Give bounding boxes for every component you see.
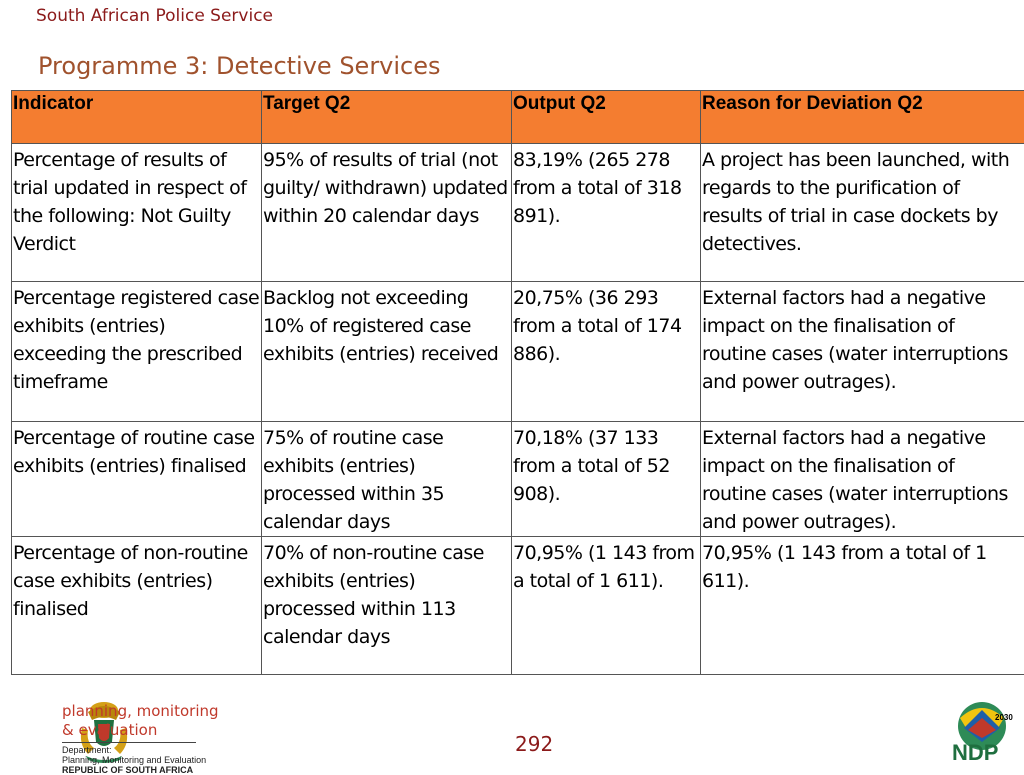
cell-output: 20,75% (36 293 from a total of 174 886).	[512, 282, 701, 422]
header-target: Target Q2	[262, 91, 512, 144]
header-output: Output Q2	[512, 91, 701, 144]
dpme-title	[62, 702, 219, 740]
ndp-year: 2030	[995, 713, 1013, 722]
table-row	[12, 282, 1024, 422]
cell-target: Backlog not exceeding 10% of registered case exhibits (entries) received	[262, 282, 512, 422]
dpme-title-line2: & evaluation	[62, 721, 219, 740]
detective-services-table	[11, 90, 1024, 675]
organization-name: South African Police Service	[36, 6, 273, 26]
table-row	[12, 537, 1024, 675]
dpme-dept-label: Department:	[62, 745, 206, 755]
cell-indicator: Percentage of non-routine case exhibits (entries) finalised	[12, 537, 262, 675]
cell-target: 75% of routine case exhibits (entries) processed within 35 calendar days	[262, 422, 512, 537]
page-number: 292	[515, 732, 553, 756]
cell-output: 83,19% (265 278 from a total of 318 891).	[512, 144, 701, 282]
cell-output: 70,95% (1 143 from a total of 1 611).	[512, 537, 701, 675]
cell-target: 70% of non-routine case exhibits (entries) processed within 113 calendar days	[262, 537, 512, 675]
cell-reason: 70,95% (1 143 from a total of 1 611).	[701, 537, 1024, 675]
dpme-country: REPUBLIC OF SOUTH AFRICA	[62, 765, 206, 775]
page-title: Programme 3: Detective Services	[38, 52, 441, 80]
dpme-divider	[62, 742, 196, 743]
ndp-text: NDP	[952, 740, 998, 764]
table-row	[12, 144, 1024, 282]
cell-reason: A project has been launched, with regards to the purification of results of trial in case dockets by detectives.	[701, 144, 1024, 282]
cell-target: 95% of results of trial (not guilty/ withdrawn) updated within 20 calendar days	[262, 144, 512, 282]
table-row	[12, 422, 1024, 537]
cell-reason: External factors had a negative impact on the finalisation of routine cases (water interruptions and power outrages).	[701, 422, 1024, 537]
ndp-2030-logo-icon	[948, 698, 1016, 764]
cell-reason: External factors had a negative impact on the finalisation of routine cases (water interruptions and power outrages).	[701, 282, 1024, 422]
header-indicator: Indicator	[12, 91, 262, 144]
dpme-title-line1: planning, monitoring	[62, 702, 219, 721]
cell-indicator: Percentage of routine case exhibits (entries) finalised	[12, 422, 262, 537]
header-reason: Reason for Deviation Q2	[701, 91, 1024, 144]
dpme-dept-name: Planning, Monitoring and Evaluation	[62, 755, 206, 765]
cell-indicator: Percentage registered case exhibits (entries) exceeding the prescribed timeframe	[12, 282, 262, 422]
table-header-row	[12, 91, 1024, 144]
cell-output: 70,18% (37 133 from a total of 52 908).	[512, 422, 701, 537]
cell-indicator: Percentage of results of trial updated in respect of the following: Not Guilty Verdict	[12, 144, 262, 282]
dpme-department	[62, 745, 206, 775]
